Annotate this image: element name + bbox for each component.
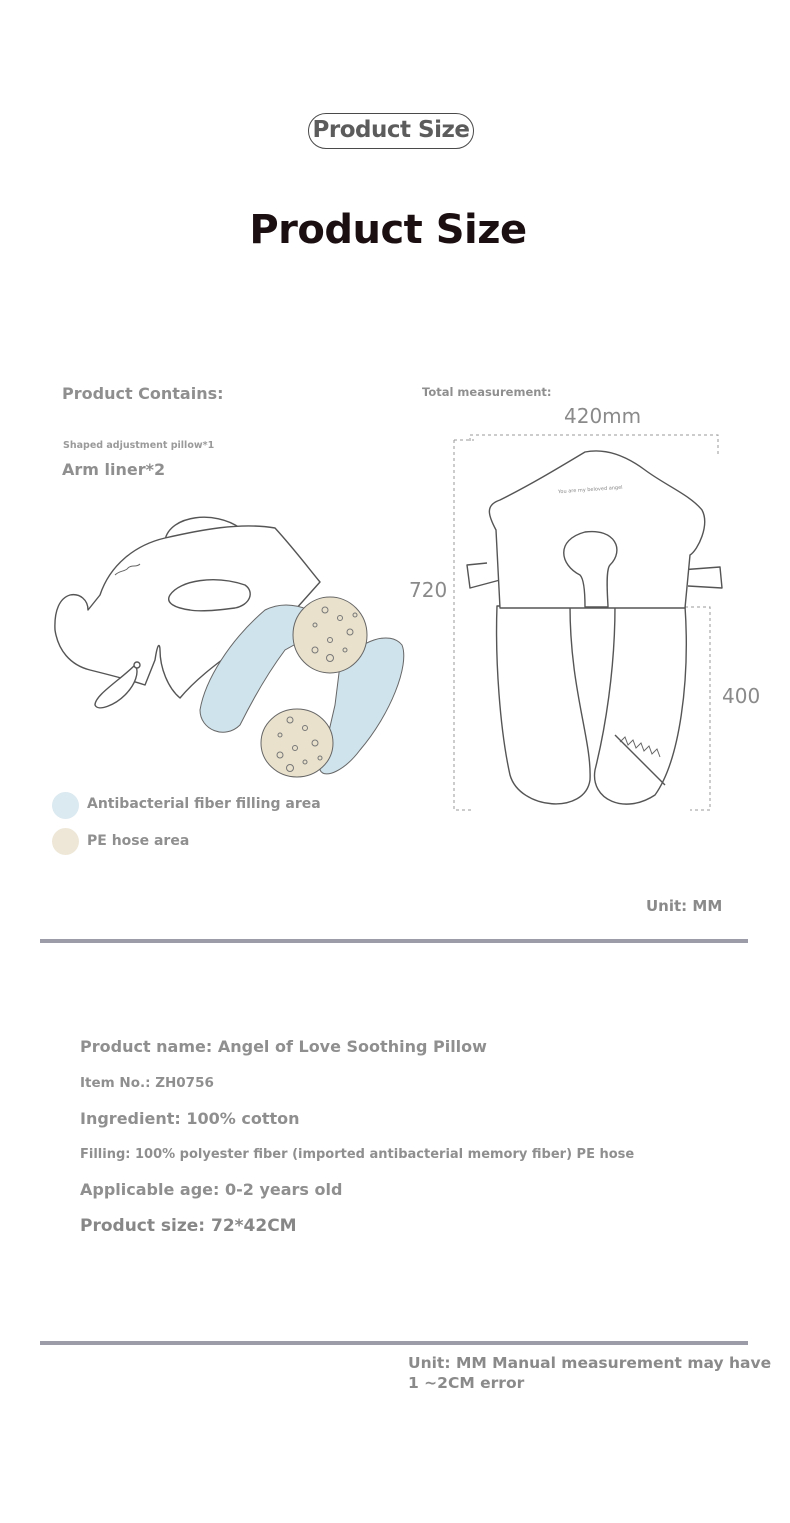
fiber-legend-label: Antibacterial fiber filling area [87, 796, 321, 812]
filling: Filling: 100% polyester fiber (imported antibacterial memory fiber) PE hose [80, 1147, 635, 1162]
width-dimension: 420mm [564, 404, 642, 428]
page-title: Product Size [249, 207, 527, 253]
measurement-note: Unit: MM Manual measurement may have 1 ~2CM error [408, 1354, 772, 1392]
pe-legend-label: PE hose area [87, 833, 190, 849]
pe-legend-swatch [52, 828, 79, 855]
pillow-illustration [40, 500, 420, 790]
contains-item-pillow: Shaped adjustment pillow*1 [63, 440, 215, 451]
leg-dimension: 400 [722, 684, 761, 708]
section-divider [40, 939, 748, 943]
product-size: Product size: 72*42CM [80, 1216, 297, 1236]
product-name: Product name: Angel of Love Soothing Pillow [80, 1037, 487, 1056]
measurement-heading: Total measurement: [422, 385, 552, 399]
item-number: Item No.: ZH0756 [80, 1075, 214, 1091]
section-badge: Product Size [308, 113, 474, 149]
footer-divider [40, 1341, 748, 1345]
height-dimension: 720 [409, 578, 448, 602]
unit-label: Unit: MM [646, 897, 723, 915]
applicable-age: Applicable age: 0-2 years old [80, 1180, 343, 1199]
pillow-print-text: You are my beloved angel [557, 484, 623, 496]
contains-heading: Product Contains: [62, 384, 224, 403]
ingredient: Ingredient: 100% cotton [80, 1109, 300, 1128]
measurement-diagram [440, 430, 740, 820]
contains-item-arm-liner: Arm liner*2 [62, 460, 166, 479]
fiber-legend-swatch [52, 792, 79, 819]
